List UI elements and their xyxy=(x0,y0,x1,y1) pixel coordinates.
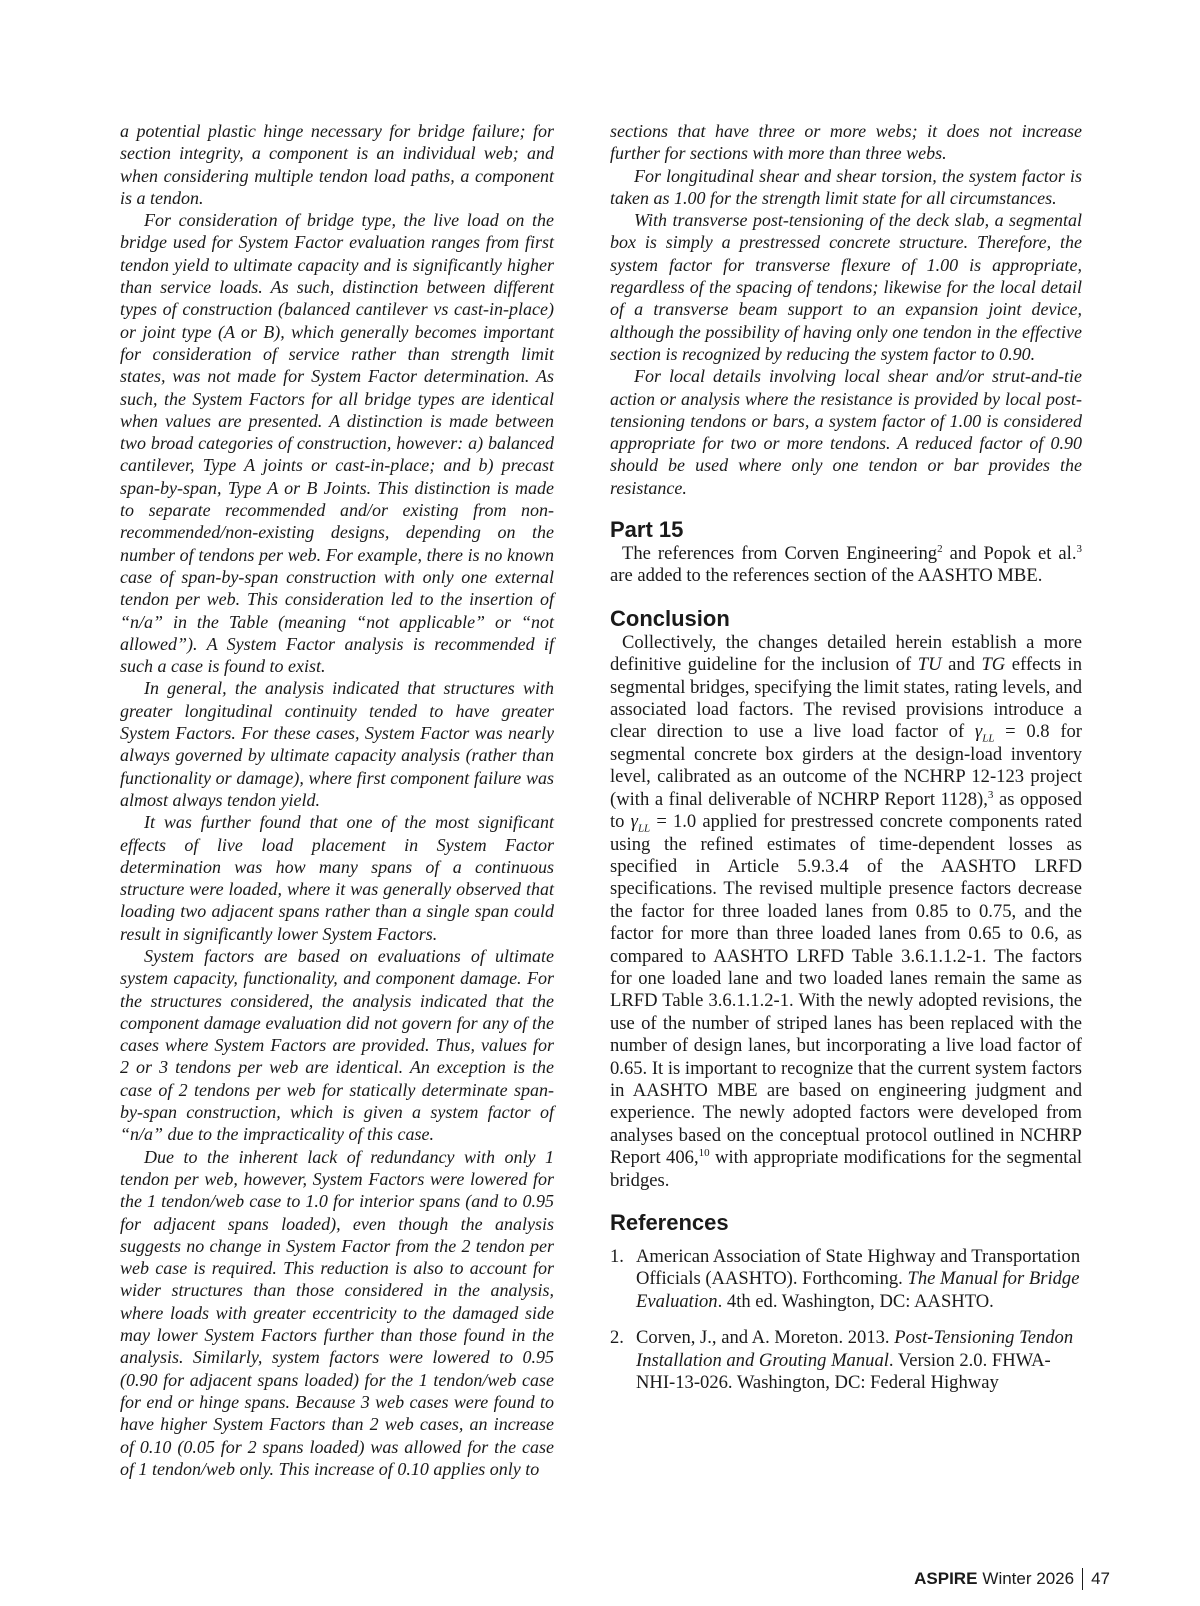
reference-item: 1. American Association of State Highway and Transportation Officials (AASHTO). Forthcoming. The Manual for Bridge Evaluation. 4th ed. Washington, DC: AASHTO. xyxy=(610,1246,1081,1312)
part15-section xyxy=(610,543,1082,588)
paragraph: For longitudinal shear and shear torsion, the system factor is taken as 1.00 for the strength limit state for all circumstances. xyxy=(610,165,1082,208)
paragraph: For local details involving local shear and/or strut-and-tie action or analysis where the resistance is provided by local post-tensioning tendons or bars, a system factor of 1.00 is considered appropriate for two or more tendons. A reduced factor of 0.90 should be used where only one tendon or bar provides the resistance. xyxy=(610,366,1082,498)
references-list xyxy=(610,1246,1082,1394)
paragraph: sections that have three or more webs; it does not increase further for sections with more than three webs. xyxy=(610,121,1082,164)
paragraph: System factors are based on evaluations of ultimate system capacity, functionality, and component damage. For the structures considered, the analysis indicated that the component damage evaluation did not govern for any of the cases where System Factors are provided. Thus, values for 2 or 3 tendons per web are identical. An exception is the case of 2 tendons per web for statically determinate span-by-span construction, which is given a system factor of “n/a” due to the impracticality of this case. xyxy=(120,945,554,1145)
commentary-block xyxy=(610,120,1082,499)
paragraph: The references from Corven Engineering$^2$ and Popok et al.$^3$ are added to the references section of the AASHTO MBE. xyxy=(610,542,1082,587)
page-number: 47 xyxy=(1091,1569,1110,1588)
conclusion-heading: Conclusion xyxy=(610,605,730,631)
right-column xyxy=(610,120,1082,1408)
reference-item: 2. Corven, J., and A. Moreton. 2013. Post-Tensioning Tendon Installation and Grouting Manual. Version 2.0. FHWA-NHI-13-026. Washington, DC: Federal Highway xyxy=(610,1327,1074,1394)
references-heading: References xyxy=(610,1210,729,1236)
page-footer xyxy=(914,1568,1110,1590)
issue-label: Winter 2026 xyxy=(982,1569,1075,1588)
paragraph: In general, the analysis indicated that structures with greater longitudinal continuity tended to have greater System Factors. For these cases, System Factor was nearly always governed by ultimate capacity analysis (rather than functionality or damage), where first component failure was almost always tendon yield. xyxy=(120,678,554,810)
footer-divider xyxy=(1082,1568,1083,1590)
left-column xyxy=(120,120,554,1480)
magazine-brand: ASPIRE xyxy=(914,1569,978,1588)
paragraph: a potential plastic hinge necessary for bridge failure; for section integrity, a component is an individual web; and when considering multiple tendon load paths, a component is a tendon. xyxy=(120,121,554,208)
paragraph: Collectively, the changes detailed herein establish a more definitive guideline for the inclusion of TU and TG effects in segmental bridges, specifying the limit states, rating levels, and associated load factors. The revised provisions introduce a clear direction to use a live load factor of $\gamma_{LL} = 0.8$ for segmental concrete box girders at the design-load inventory level, calibrated as an outcome of the NCHRP 12-123 project (with a final deliverable of NCHRP Report 1128),$^3$ as opposed to $\gamma_{LL} = 1.0$ applied for prestressed concrete components rated using the refined estimates of time-dependent losses as specified in Article 5.9.3.4 of the AASHTO LRFD specifications. The revised multiple presence factors decrease the factor for three loaded lanes from 0.85 to 0.75, and the factor for more than three loaded lanes from 0.65 to 0.6, as compared to AASHTO LRFD Table 3.6.1.1.2-1. The factors for one loaded lane and two loaded lanes remain the same as LRFD Table 3.6.1.1.2-1. With the newly adopted revisions, the use of the number of striped lanes has been replaced with the number of design lanes, but incorporating a live load factor of 0.65. It is important to recognize that the current system factors in AASHTO MBE are based on engineering judgment and experience. The newly adopted factors were developed from analyses based on the conceptual protocol outlined in NCHRP Report 406,10 with appropriate modifications for the segmental bridges. xyxy=(610,631,1083,1191)
paragraph: For consideration of bridge type, the live load on the bridge used for System Factor evaluation ranges from first tendon yield to ultimate capacity and is significantly higher than service loads. As such, distinction between different types of construction (balanced cantilever vs cast-in-place) or joint type (A or B), which generally becomes important for consideration of service rather than strength limit states, was not made for System Factor determination. As such, the System Factors for all bridge types are identical when values are presented. A distinction is made between two broad categories of construction, however: a) balanced cantilever, Type A joints or cast-in-place; and b) precast span-by-span, Type A or B Joints. This distinction is made to separate recommended and/or existing from non-recommended/non-existing designs, depending on the number of tendons per web. For example, there is no known case of span-by-span construction with only one external tendon per web. This consideration led to the insertion of “n/a” in the Table (meaning “not applicable” or “not allowed”). A System Factor analysis is recommended if such a case is found to exist. xyxy=(120,210,554,677)
part15-heading: Part 15 xyxy=(610,517,684,543)
paragraph: It was further found that one of the most significant effects of live load placement in System Factor determination was how many spans of a continuous structure were loaded, where it was generally observed that loading two adjacent spans rather than a single span could result in significantly lower System Factors. xyxy=(120,812,554,944)
paragraph: With transverse post-tensioning of the deck slab, a segmental box is simply a prestressed concrete structure. Therefore, the system factor for transverse flexure of 1.00 is appropriate, regardless of the spacing of tendons; likewise for the local detail of a transverse beam support to an expansion joint device, although the possibility of having only one tendon in the effective section is recognized by reducing the system factor to 0.90. xyxy=(610,210,1082,364)
conclusion-section xyxy=(610,632,1082,1192)
paragraph: Due to the inherent lack of redundancy with only 1 tendon per web, however, System Factors were lowered for the 1 tendon/web case to 1.0 for interior spans (and to 0.95 for adjacent spans loaded), even though the analysis suggests no change in System Factor from the 2 tendon per web case is required. This reduction is also to account for wider structures than those considered in the analysis, where loads with greater eccentricity to the damaged side may lower System Factors further than those found in the analysis. Similarly, system factors were lowered to 0.95 (0.90 for adjacent spans loaded) for the 1 tendon/web case for end or hinge spans. Because 3 web cases were found to have higher System Factors than 2 web cases, an increase of 0.10 (0.05 for 2 spans loaded) was allowed for the case of 1 tendon/web only. This increase of 0.10 applies only to xyxy=(120,1146,554,1479)
